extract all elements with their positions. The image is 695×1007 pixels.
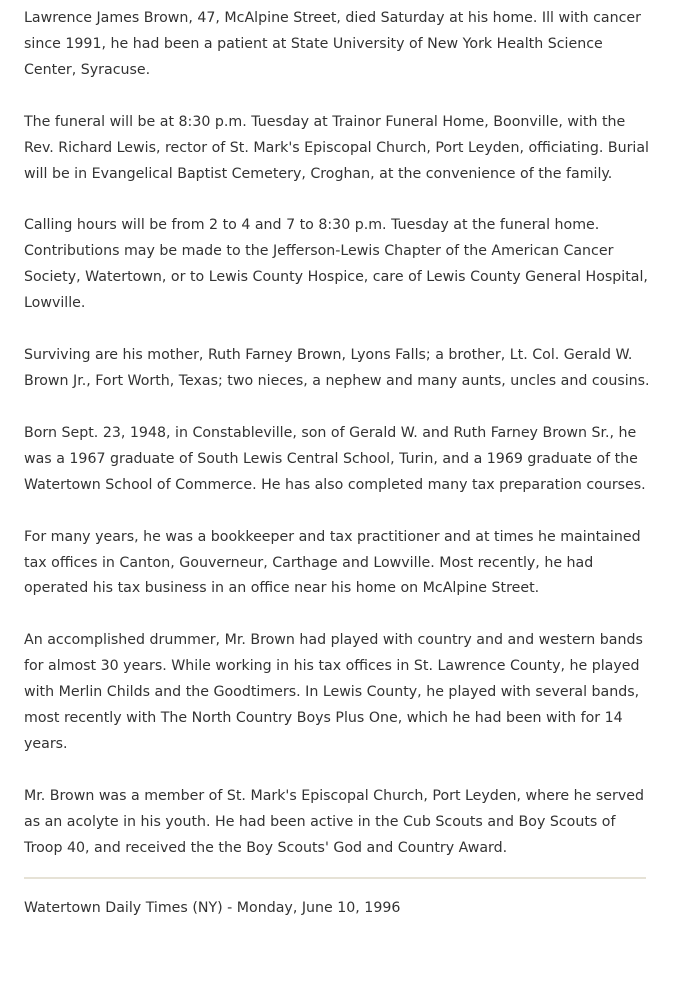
divider	[24, 877, 646, 879]
source-line: Watertown Daily Times (NY) - Monday, June 10, 1996	[24, 899, 401, 916]
paragraph-funeral: The funeral will be at 8:30 p.m. Tuesday at Trainor Funeral Home, Boonville, with the Rev. Richard Lewis, rector of St. Mark's Episcopal Church, Port Leyden, officiating. Burial will be in Evangelical Baptist Cemetery, Croghan, at the convenience of the family.	[24, 113, 649, 182]
paragraph-biography: Born Sept. 23, 1948, in Constableville, son of Gerald W. and Ruth Farney Brown Sr., he was a 1967 graduate of South Lewis Central School, Turin, and a 1969 graduate of the Watertown School of Commerce. He has also completed many tax preparation courses.	[24, 424, 646, 493]
obituary-article	[24, 6, 652, 921]
paragraph-calling-hours: Calling hours will be from 2 to 4 and 7 to 8:30 p.m. Tuesday at the funeral home. Contributions may be made to the Jefferson-Lewis Chapter of the American Cancer Society, Watertown, or to Lewis County Hospice, care of Lewis County General Hospital, Lowville.	[24, 217, 648, 312]
paragraph-career: For many years, he was a bookkeeper and tax practitioner and at times he maintained tax offices in Canton, Gouverneur, Carthage and Lowville. Most recently, he had operated his tax business in an office near his home on McAlpine Street.	[24, 528, 641, 597]
paragraph-death-notice: Lawrence James Brown, 47, McAlpine Street, died Saturday at his home. Ill with cancer since 1991, he had been a patient at State University of New York Health Science Center, Syracuse.	[24, 10, 641, 78]
paragraph-church: Mr. Brown was a member of St. Mark's Episcopal Church, Port Leyden, where he served as an acolyte in his youth. He had been active in the Cub Scouts and Boy Scouts of Troop 40, and received the the Boy Scouts' God and Country Award.	[24, 787, 644, 856]
paragraph-music: An accomplished drummer, Mr. Brown had played with country and and western bands for almost 30 years. While working in his tax offices in St. Lawrence County, he played with Merlin Childs and the Goodtimers. In Lewis County, he played with several bands, most recently with The North Country Boys Plus One, which he had been with for 14 years.	[24, 632, 643, 752]
paragraph-survivors: Surviving are his mother, Ruth Farney Brown, Lyons Falls; a brother, Lt. Col. Gerald W. Brown Jr., Fort Worth, Texas; two nieces, a nephew and many aunts, uncles and cousins.	[24, 347, 650, 389]
